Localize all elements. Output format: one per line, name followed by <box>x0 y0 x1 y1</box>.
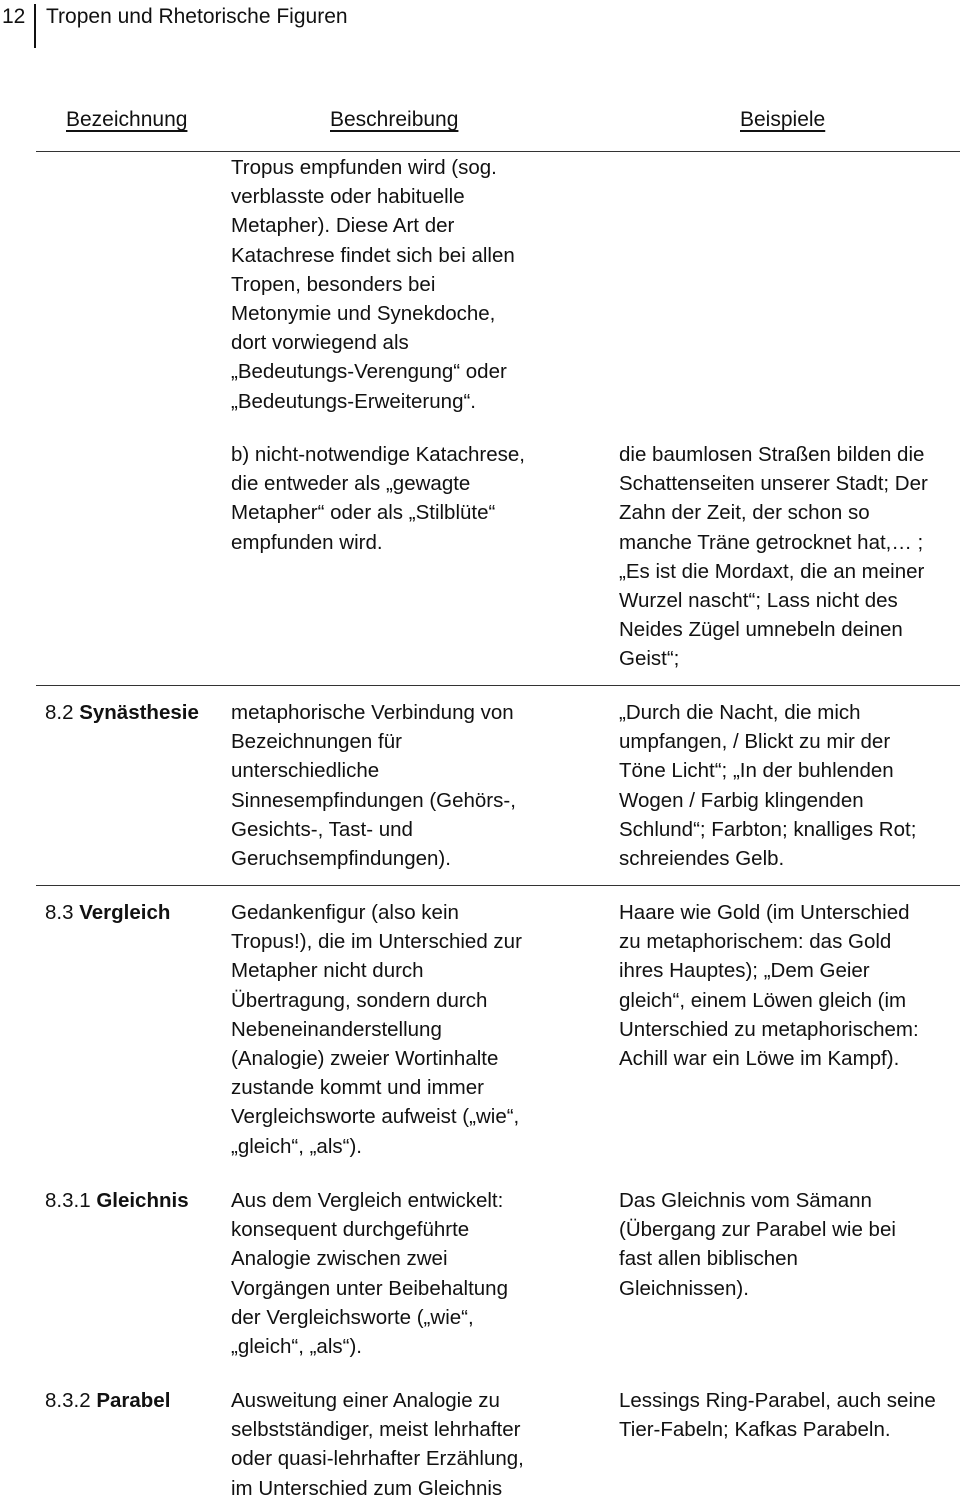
page-number: 12 <box>2 5 26 28</box>
term-name: Gleichnis <box>96 1189 189 1212</box>
synaesthesie-examples: „Durch die Nacht, die mich umpfangen, / Blickt zu mir der Töne Licht“; „In der buhlenden Wogen / Farbig klingenden Schlund“; Farbton; knalliges Rot; schreiendes Gelb. <box>619 701 917 871</box>
katachrese-b-description: b) nicht-notwendige Katachrese, die entweder als „gewagte Metapher“ oder als „Stilblüte“ empfunden wird. <box>231 443 526 554</box>
term-name: Vergleich <box>79 901 171 924</box>
katachrese-continuation-description: Tropus empfunden wird (sog. verblasste oder habituelle Metapher). Diese Art der Katachrese findet sich bei allen Tropen, besonders bei Metonymie und Synekdoche, dort vorwiegend als „Bedeutungs-Verengung“ oder „Bedeutungs-Erweiterung“. <box>231 156 515 413</box>
row-divider <box>36 685 960 686</box>
term-name: Parabel <box>96 1389 171 1412</box>
term-vergleich <box>45 898 225 927</box>
header-rule <box>36 151 960 152</box>
page-title: Tropen und Rhetorische Figuren <box>46 5 348 28</box>
column-header-beschreibung: Beschreibung <box>330 108 459 131</box>
parabel-description: Ausweitung einer Analogie zu selbstständiger, meist lehrhafter oder quasi-lehrhafter Erzählung, im Unterschied zum Gleichnis <box>231 1389 524 1500</box>
term-synaesthesie <box>45 698 225 727</box>
vergleich-description: Gedankenfigur (also kein Tropus!), die im Unterschied zur Metapher nicht durch Übertragung, sondern durch Nebeneinanderstellung (Analogie) zweier Wortinhalte zustande kommt und immer Vergleichsworte aufweist („wie“, „gleich“, „als“). <box>231 901 522 1158</box>
term-number: 8.2 <box>45 701 74 724</box>
term-name: Synästhesie <box>79 701 199 724</box>
term-number: 8.3.2 <box>45 1389 91 1412</box>
vergleich-examples: Haare wie Gold (im Unterschied zu metaphorischem: das Gold ihres Hauptes); „Dem Geier gleich“, einem Löwen gleich (im Unterschied zu metaphorischem: Achill war ein Löwe im Kampf). <box>619 901 919 1071</box>
column-header-bezeichnung: Bezeichnung <box>66 108 188 131</box>
header-divider <box>34 4 36 48</box>
synaesthesie-description: metaphorische Verbindung von Bezeichnungen für unterschiedliche Sinnesempfindungen (Gehörs-, Gesichts-, Tast- und Geruchsempfindungen). <box>231 701 516 871</box>
parabel-examples: Lessings Ring-Parabel, auch seine Tier-Fabeln; Kafkas Parabeln. <box>619 1389 936 1442</box>
row-divider <box>36 885 960 886</box>
gleichnis-examples: Das Gleichnis vom Sämann (Übergang zur Parabel wie bei fast allen biblischen Gleichnissen). <box>619 1189 896 1300</box>
katachrese-b-examples: die baumlosen Straßen bilden die Schattenseiten unserer Stadt; Der Zahn der Zeit, der schon so manche Träne getrocknet hat,… ; „Es ist die Mordaxt, die an meiner Wurzel nascht“; Lass nicht des Neides Zügel umnebeln deinen Geist“; <box>619 443 928 671</box>
term-number: 8.3 <box>45 901 74 924</box>
term-gleichnis <box>45 1186 225 1215</box>
gleichnis-description: Aus dem Vergleich entwickelt: konsequent durchgeführte Analogie zwischen zwei Vorgängen unter Beibehaltung der Vergleichsworte („wie“, „gleich“, „als“). <box>231 1189 508 1359</box>
column-header-beispiele: Beispiele <box>740 108 826 131</box>
term-parabel <box>45 1386 225 1415</box>
term-number: 8.3.1 <box>45 1189 91 1212</box>
